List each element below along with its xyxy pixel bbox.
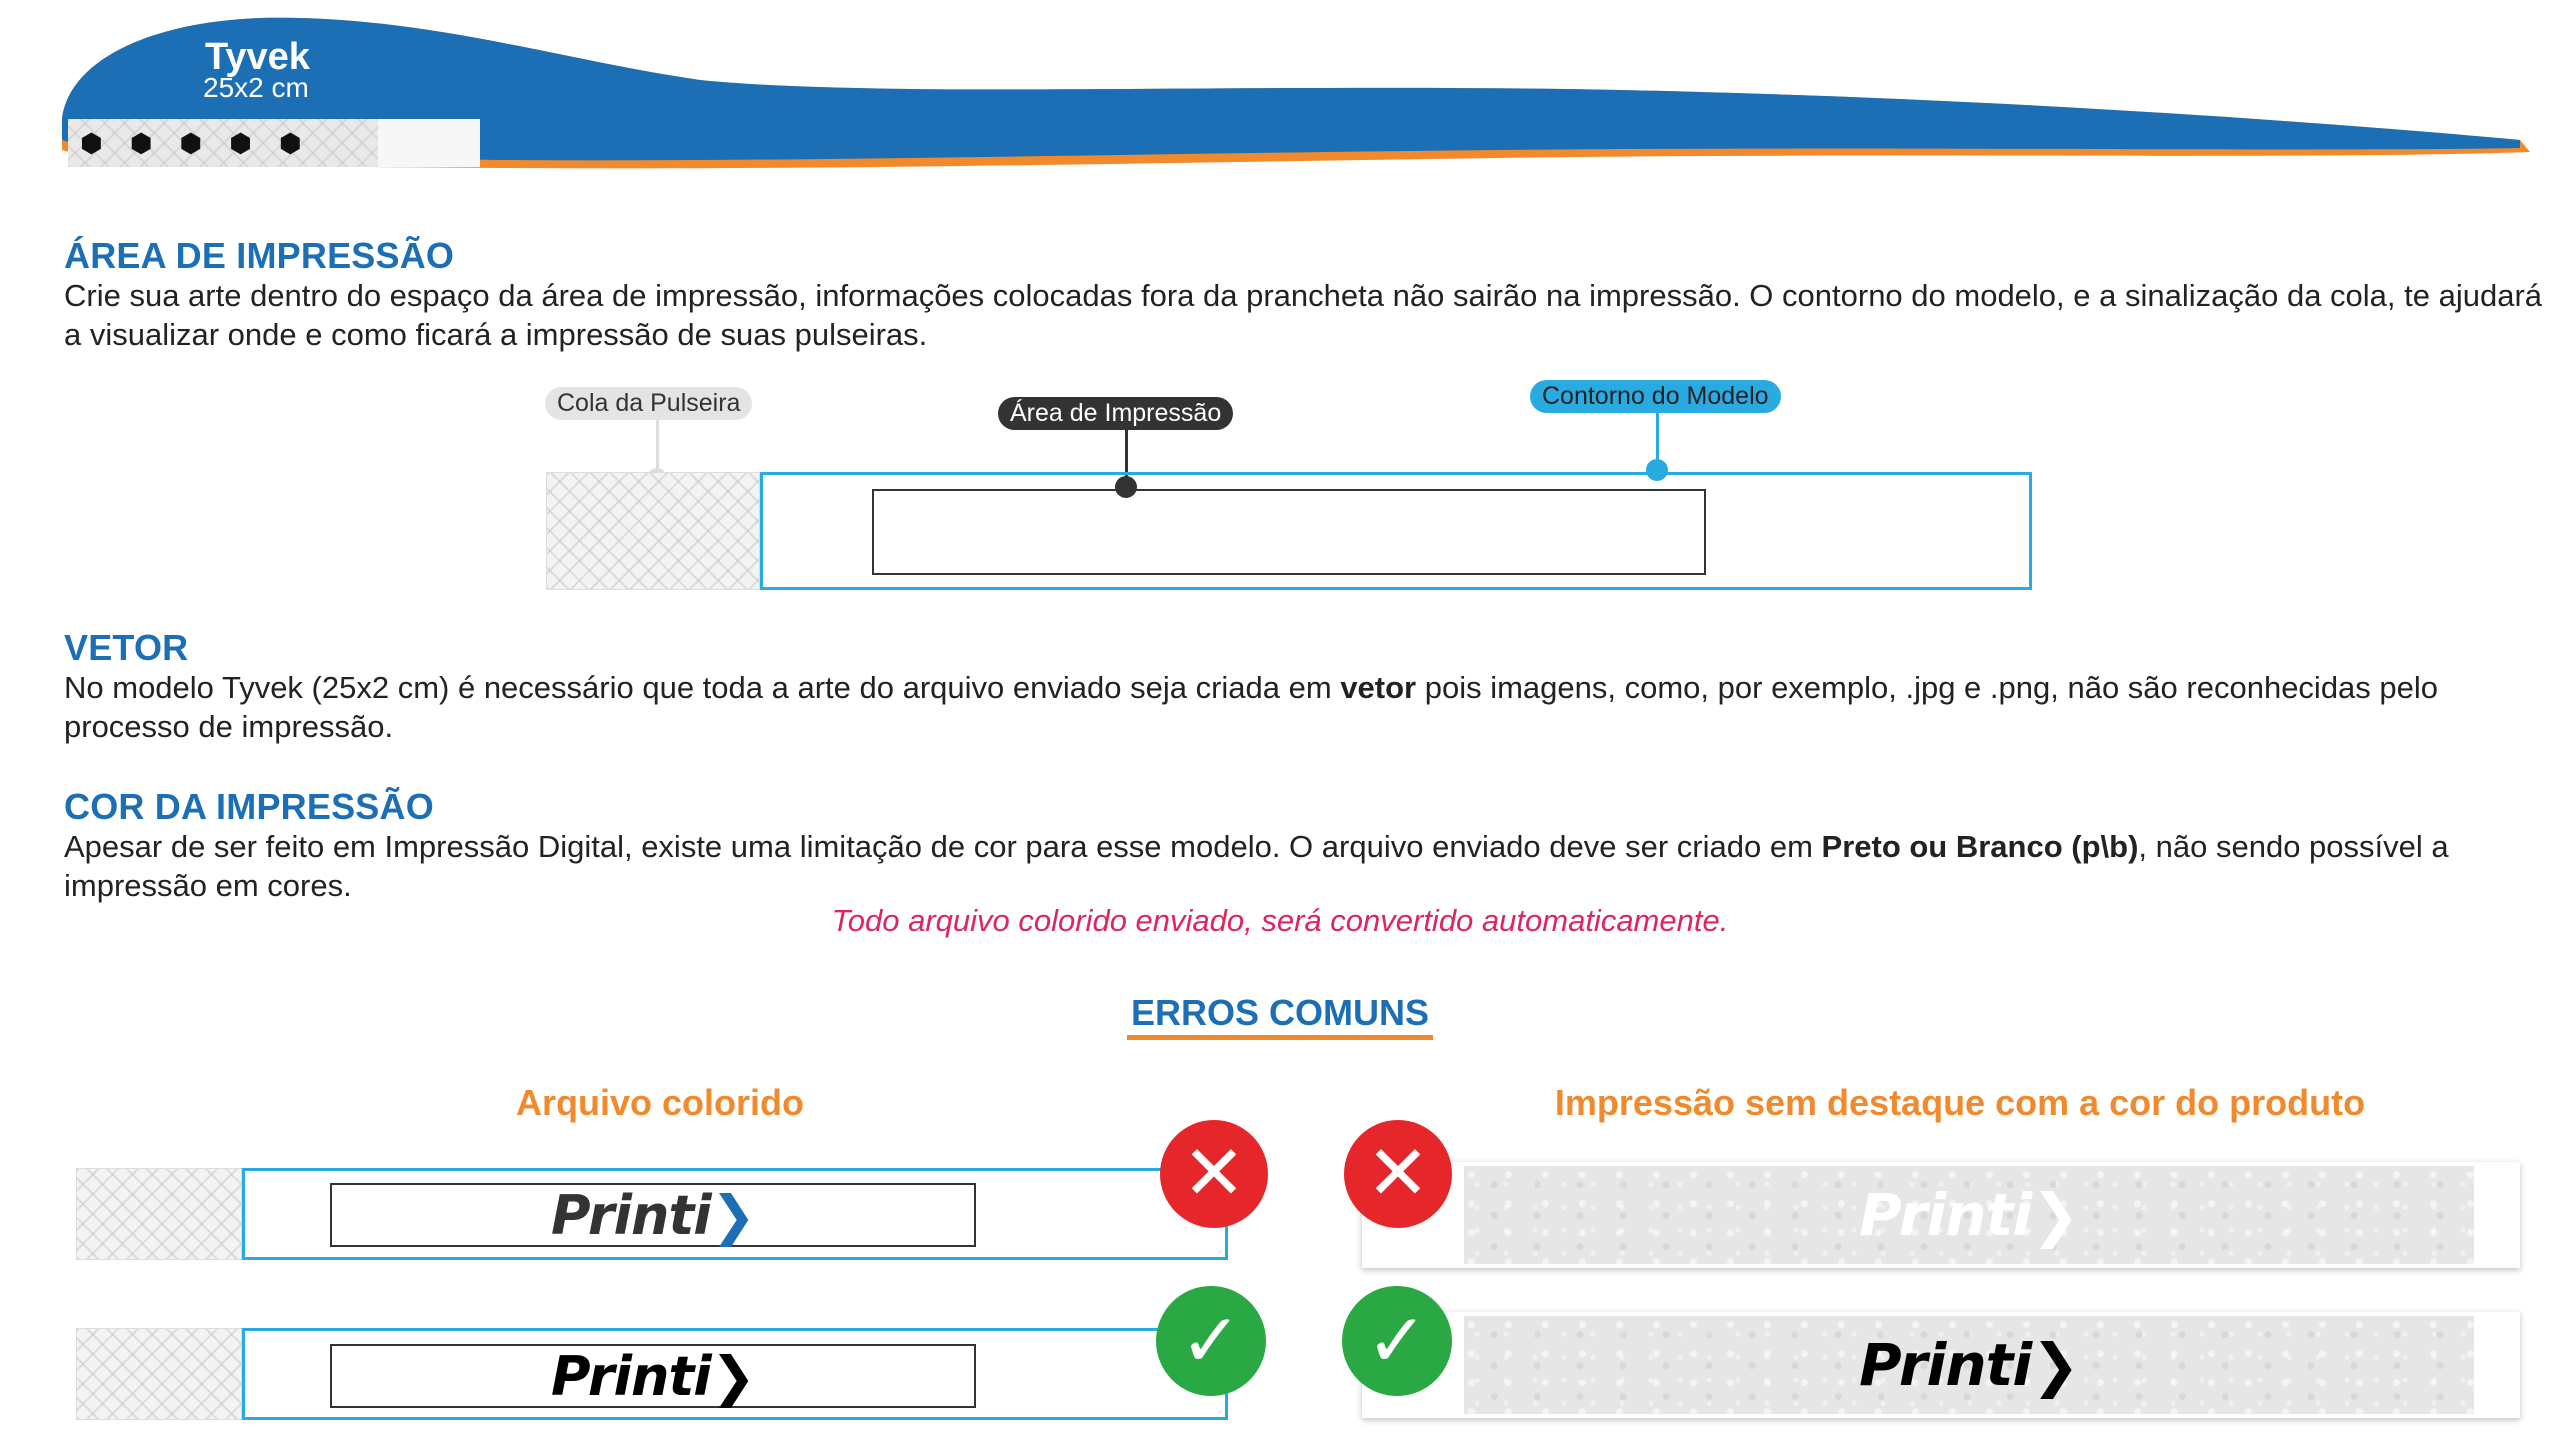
printi-logo-colored: Printi❯ [550,1183,756,1247]
white-print-texture [1464,1166,2474,1264]
area-text: Crie sua arte dentro do espaço da área de impressão, informações colocadas fora da prancheta não sairão na impressão. O contorno do modelo, e a sinalização da cola, te ajudará a visualizar onde e como ficará a impressão de suas pulseiras. [64,278,2543,352]
vector-text: No modelo Tyvek (25x2 cm) é necessário que toda a arte do arquivo enviado seja criada em vetor pois imagens, como, por exemplo, .jpg e .png, não são reconhecidas pelo processo de impressão. [64,670,2439,744]
black-print-texture [1464,1316,2474,1414]
color-note: Todo arquivo colorido enviado, será convertido automaticamente. [831,903,1729,938]
color-text: Apesar de ser feito em Impressão Digital, existe uma limitação de cor para esse modelo. O arquivo enviado deve ser criado em Preto ou Branco (p\b), não sendo possível a impressão em cores. [64,829,2449,903]
glue-area [546,472,760,590]
cube-icon: ⬢ [278,128,302,158]
cube-icon: ⬢ [179,128,203,158]
vector-bold: vetor [1340,670,1417,705]
left-error-title: Arquivo colorido [516,1082,804,1123]
printi-logo-bw: Printi❯ [550,1344,756,1408]
check-mark-icon: ✓ [1156,1286,1266,1396]
glue-connector [656,420,659,474]
glue-label: Cola da Pulseira [545,387,752,420]
color-title: COR DA IMPRESSÃO [64,786,434,827]
cube-icon: ⬢ [129,128,153,158]
print-area-box [872,489,1706,575]
errors-title: ERROS COMUNS [0,992,2560,1034]
product-size: 25x2 cm [203,72,309,103]
printi-logo-black: Printi❯ [1859,1331,2079,1399]
outline-label: Contorno do Modelo [1530,380,1781,413]
printi-logo-white: Printi❯ [1859,1181,2079,1249]
cube-icon: ⬢ [80,128,103,158]
product-name: Tyvek [205,36,310,78]
color-bold: Preto ou Branco (p\b) [1821,829,2139,864]
x-mark-icon: ✕ [1344,1120,1452,1228]
vector-title: VETOR [64,627,189,668]
check-mark-icon: ✓ [1342,1286,1452,1396]
print-area-label: Área de Impressão [998,397,1233,430]
banner-strip [68,119,480,167]
x-mark-icon: ✕ [1160,1120,1268,1228]
colored-strip-glue [76,1168,242,1260]
area-title: ÁREA DE IMPRESSÃO [64,235,455,276]
bw-strip-glue [76,1328,242,1420]
right-error-title: Impressão sem destaque com a cor do produto [1554,1082,2366,1123]
cube-icon: ⬢ [229,128,252,158]
colored-print-box [330,1183,976,1247]
bw-print-box [330,1344,976,1408]
